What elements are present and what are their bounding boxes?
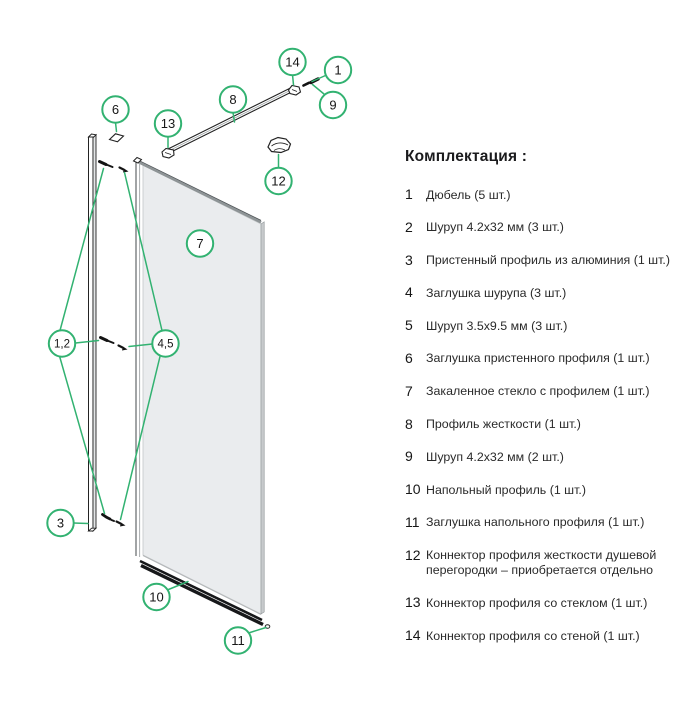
parts-list-panel (405, 148, 680, 660)
callout-1 (325, 57, 351, 83)
item-label: Закаленное стекло с профилем (1 шт.) (426, 384, 650, 399)
item-number: 10 (405, 481, 421, 498)
parts-list-item (405, 383, 680, 399)
parts-list-item (405, 514, 680, 530)
screws-bottom (103, 515, 126, 527)
parts-list-item (405, 627, 680, 643)
item-label: Шуруп 3.5x9.5 мм (3 шт.) (426, 318, 568, 333)
parts-list-item (405, 252, 680, 268)
item-label: Коннектор профиля жесткости душевой перегородки – приобретается отдельно (426, 548, 657, 578)
item-number: 11 (405, 513, 420, 530)
glass-connector (162, 149, 174, 159)
item-label: Дюбель (5 шт.) (426, 187, 511, 202)
callout-4-5 (152, 330, 178, 356)
callout-3 (47, 510, 73, 536)
wall-profile-cap (110, 134, 124, 142)
parts-list-item (405, 416, 680, 432)
svg-text:7: 7 (196, 236, 204, 251)
item-number: 4 (405, 284, 413, 301)
callout-10 (143, 584, 169, 610)
callout-6 (102, 96, 128, 122)
parts-list-item (405, 317, 680, 333)
item-label: Напольный профиль (1 шт.) (426, 482, 586, 497)
callout-9 (320, 92, 346, 118)
callout-11 (225, 627, 251, 653)
item-number: 6 (405, 349, 413, 366)
svg-text:13: 13 (160, 116, 176, 131)
parts-list-item (405, 350, 680, 366)
parts-list-title: Комплектация : (405, 148, 528, 165)
item-label: Заглушка шурупа (3 шт.) (426, 285, 567, 300)
item-number: 5 (405, 317, 413, 334)
svg-text:10: 10 (149, 589, 164, 605)
item-number: 14 (405, 627, 421, 644)
svg-text:4,5: 4,5 (157, 338, 174, 351)
corner-connector (268, 138, 291, 153)
callout-8 (220, 86, 246, 112)
item-number: 7 (405, 382, 413, 399)
item-number: 2 (405, 218, 413, 235)
callout-1-2 (49, 330, 75, 356)
svg-text:6: 6 (111, 102, 120, 117)
item-number: 12 (405, 546, 421, 563)
callout-13 (155, 110, 181, 136)
svg-text:3: 3 (56, 515, 65, 531)
item-label: Коннектор профиля со стеной (1 шт.) (426, 628, 640, 643)
parts-list-item (405, 594, 680, 610)
callout-12 (265, 168, 291, 194)
svg-text:11: 11 (231, 633, 245, 648)
svg-text:1,2: 1,2 (54, 338, 70, 351)
parts-list-item (405, 481, 680, 497)
item-number: 8 (405, 415, 413, 432)
item-number: 13 (405, 594, 421, 611)
item-label: Шуруп 4.2x32 мм (3 шт.) (426, 220, 564, 235)
screws-middle (101, 338, 128, 351)
callout-7 (187, 230, 213, 256)
item-label: Шуруп 4.2x32 мм (2 шт.) (426, 449, 564, 464)
svg-text:12: 12 (271, 173, 286, 189)
item-label: Пристенный профиль из алюминия (1 шт.) (426, 253, 670, 268)
item-number: 1 (405, 186, 413, 202)
item-label: Коннектор профиля со стеклом (1 шт.) (426, 595, 648, 610)
item-label: Заглушка напольного профиля (1 шт.) (426, 515, 645, 530)
parts-list-item (405, 547, 680, 578)
svg-text:14: 14 (285, 54, 300, 70)
parts-list-item (405, 219, 680, 235)
item-number: 9 (405, 448, 413, 465)
parts-list-item (405, 448, 680, 464)
callout-14 (279, 49, 305, 75)
wall-connector (289, 86, 301, 96)
svg-text:8: 8 (229, 92, 237, 107)
item-label: Заглушка пристенного профиля (1 шт.) (426, 351, 650, 366)
parts-list-item (405, 284, 680, 300)
svg-text:9: 9 (329, 97, 337, 113)
item-number: 3 (405, 251, 413, 268)
parts-list-item (405, 186, 680, 202)
item-label: Профиль жесткости (1 шт.) (426, 417, 581, 432)
screws-top (100, 162, 129, 173)
svg-text:1: 1 (334, 62, 342, 78)
